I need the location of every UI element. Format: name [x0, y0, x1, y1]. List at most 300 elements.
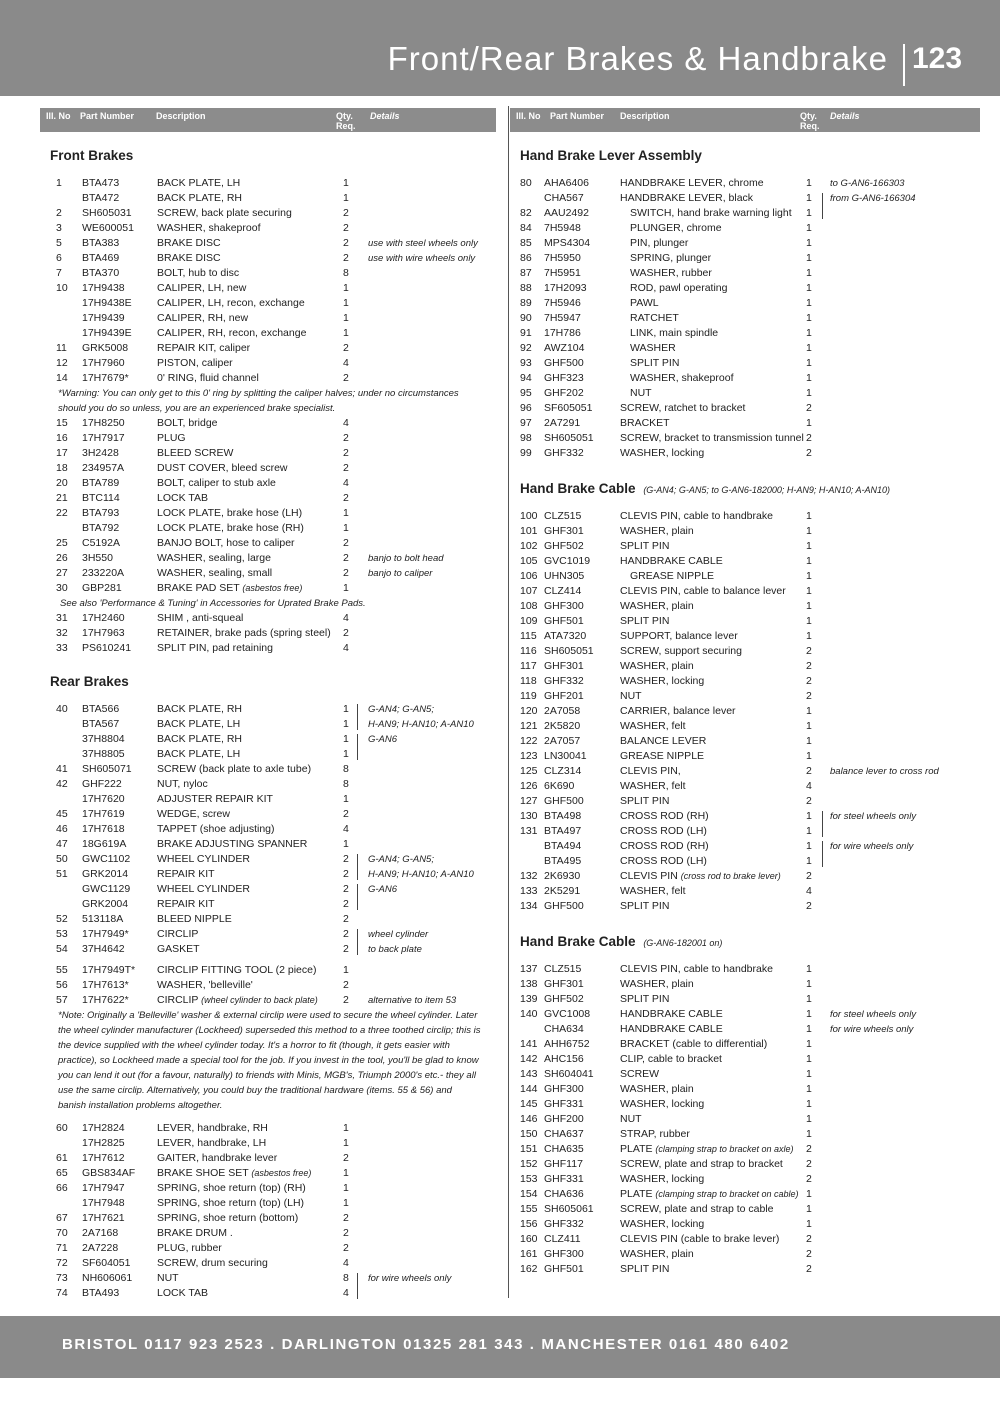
part-number: CHA634	[544, 1023, 584, 1035]
part-number: 2K5820	[544, 720, 581, 732]
table-row	[510, 977, 980, 992]
quantity: 1	[806, 372, 812, 384]
description: CROSS ROD (LH)	[620, 825, 707, 837]
description: BOLT, hub to disc	[157, 267, 240, 279]
table-row	[40, 356, 496, 371]
item-number: 115	[520, 630, 537, 642]
description: SCREW, plate and strap to bracket	[620, 1158, 783, 1170]
header-details: Details	[830, 111, 860, 121]
description: BRAKE SHOE SET	[157, 1167, 249, 1179]
item-number: 41	[56, 763, 68, 775]
part-number: C5192A	[82, 537, 120, 549]
quantity: 2	[343, 462, 349, 474]
quantity: 1	[806, 237, 812, 249]
description: PIN, plunger	[630, 237, 689, 249]
part-number: 17H2825	[82, 1137, 125, 1149]
item-number: 154	[520, 1188, 538, 1200]
description: LOCK PLATE, brake hose (LH)	[157, 507, 303, 519]
part-number: 37H8805	[82, 748, 125, 760]
quantity: 2	[806, 1263, 812, 1275]
header-ill: Ill. No	[46, 111, 71, 121]
item-number: 31	[56, 612, 68, 624]
section-title-hand-brake-cable	[520, 481, 980, 496]
item-number: 57	[56, 994, 68, 1006]
details: wheel cylinder	[368, 929, 429, 940]
part-number: 2A7291	[544, 417, 581, 429]
item-number: 118	[520, 675, 537, 687]
quantity: 1	[343, 507, 349, 519]
quantity: 8	[343, 778, 349, 790]
rear-brakes-list	[40, 702, 496, 957]
quantity: 2	[343, 222, 349, 234]
quantity: 8	[343, 1272, 349, 1284]
details: from G-AN6-166304	[830, 193, 916, 204]
table-row	[40, 536, 496, 551]
description-note: (wheel cylinder to back plate)	[201, 995, 318, 1005]
table-row	[510, 854, 980, 869]
description: SCREW, ratchet to bracket	[620, 402, 746, 414]
item-number: 82	[520, 207, 532, 219]
part-number: 17H2093	[544, 282, 587, 294]
description: GREASE NIPPLE	[630, 570, 715, 582]
part-number: 234957A	[82, 462, 125, 474]
table-row	[40, 912, 496, 927]
table-row	[510, 1127, 980, 1142]
table-row	[510, 371, 980, 386]
part-number: 2A7058	[544, 705, 581, 717]
description: WASHER, plain	[620, 525, 694, 537]
quantity: 1	[343, 297, 349, 309]
details: G-AN6	[368, 884, 398, 895]
header-part-number: Part Number	[550, 111, 605, 121]
group-bracket	[818, 811, 823, 837]
details: H-AN9; H-AN10; A-AN10	[368, 869, 474, 880]
description: BRACKET (cable to differential)	[620, 1038, 768, 1050]
item-number: 52	[56, 913, 68, 925]
group-bracket	[818, 193, 823, 219]
table-row	[40, 762, 496, 777]
part-number: GHF201	[544, 690, 584, 702]
item-number: 5	[56, 237, 62, 249]
page-footer	[0, 1316, 1000, 1378]
item-number: 138	[520, 978, 538, 990]
description: CIRCLIP FITTING TOOL (2 piece)	[157, 964, 317, 976]
quantity: 1	[343, 748, 349, 760]
table-row	[40, 867, 496, 882]
part-number: 17H7621	[82, 1212, 125, 1224]
quantity: 1	[806, 1188, 812, 1200]
item-number: 132	[520, 870, 538, 882]
description: WASHER, locking	[620, 447, 705, 459]
quantity: 1	[806, 585, 812, 597]
item-number: 84	[520, 222, 532, 234]
description: BRAKE ADJUSTING SPANNER	[157, 838, 308, 850]
quantity: 1	[806, 267, 812, 279]
description: SCREW, support securing	[620, 645, 742, 657]
item-number: 88	[520, 282, 532, 294]
part-number: 7H5947	[544, 312, 581, 324]
part-number: PS610241	[82, 642, 132, 654]
description: BACK PLATE, LH	[157, 177, 241, 189]
description: REPAIR KIT	[157, 898, 215, 910]
description-note: (asbestos free)	[242, 583, 303, 593]
table-row	[40, 476, 496, 491]
item-number: 120	[520, 705, 538, 717]
quantity: 1	[806, 207, 812, 219]
part-number: 17H7619	[82, 808, 125, 820]
quantity: 1	[806, 963, 812, 975]
part-number: GHF323	[544, 372, 584, 384]
description: WASHER, locking	[620, 1173, 705, 1185]
item-number: 18	[56, 462, 68, 474]
description: WASHER, plain	[620, 600, 694, 612]
description: WASHER, plain	[620, 1083, 694, 1095]
item-number: 134	[520, 900, 538, 912]
table-row	[510, 1097, 980, 1112]
description: CLEVIS PIN,	[620, 765, 681, 777]
quantity: 4	[343, 612, 349, 624]
quantity: 1	[343, 1137, 349, 1149]
description-note: (clamping strap to bracket on axle)	[655, 1144, 794, 1154]
item-number: 73	[56, 1272, 68, 1284]
part-number: GHF301	[544, 978, 584, 990]
item-number: 86	[520, 252, 532, 264]
item-number: 151	[520, 1143, 538, 1155]
description: WASHER, locking	[620, 675, 705, 687]
description: LINK, main spindle	[630, 327, 719, 339]
table-row	[510, 629, 980, 644]
item-number: 100	[520, 510, 538, 522]
part-number: 2A7057	[544, 735, 581, 747]
part-number: 17H9438	[82, 282, 125, 294]
quantity: 4	[343, 1287, 349, 1299]
part-number: 17H7679*	[82, 372, 129, 384]
part-number: 17H7949T*	[82, 964, 136, 976]
table-row	[40, 717, 496, 732]
quantity: 2	[806, 645, 812, 657]
quantity: 2	[343, 252, 349, 264]
quantity: 1	[806, 525, 812, 537]
item-number: 130	[520, 810, 538, 822]
description: SCREW, back plate securing	[157, 207, 292, 219]
quantity: 1	[343, 582, 349, 594]
item-number: 60	[56, 1122, 68, 1134]
quantity: 1	[806, 735, 812, 747]
table-row	[510, 191, 980, 206]
description: SPRING, plunger	[630, 252, 712, 264]
item-number: 144	[520, 1083, 538, 1095]
item-number: 14	[56, 372, 68, 384]
quantity: 1	[343, 282, 349, 294]
item-number: 140	[520, 1008, 538, 1020]
part-number: GBP281	[82, 582, 122, 594]
details: for wire wheels only	[830, 841, 914, 852]
quantity: 2	[343, 928, 349, 940]
header-description: Description	[156, 111, 206, 121]
item-number: 133	[520, 885, 538, 897]
quantity: 1	[806, 342, 812, 354]
part-number: CLZ515	[544, 510, 582, 522]
item-number: 27	[56, 567, 68, 579]
part-number: 17H7949*	[82, 928, 129, 940]
table-row	[40, 416, 496, 431]
part-number: BTA789	[82, 477, 120, 489]
description: WASHER, plain	[620, 978, 694, 990]
description: NUT	[630, 387, 652, 399]
item-number: 1	[56, 177, 62, 189]
table-row	[40, 777, 496, 792]
item-number: 152	[520, 1158, 538, 1170]
part-number: BTA497	[544, 825, 582, 837]
description: STRAP, rubber	[620, 1128, 690, 1140]
column-divider	[508, 106, 509, 1298]
table-row	[510, 1202, 980, 1217]
quantity: 2	[806, 690, 812, 702]
part-number: CLZ411	[544, 1233, 581, 1245]
item-number: 20	[56, 477, 68, 489]
item-number: 125	[520, 765, 538, 777]
description: BRAKE PAD SET	[157, 582, 240, 594]
table-row	[510, 509, 980, 524]
table-row	[510, 266, 980, 281]
quantity: 2	[806, 1248, 812, 1260]
details: use with wire wheels only	[368, 253, 476, 264]
part-number: GRK2004	[82, 898, 129, 910]
item-number: 45	[56, 808, 68, 820]
description: BLEED SCREW	[157, 447, 234, 459]
part-number: 37H8804	[82, 733, 125, 745]
part-number: GHF301	[544, 660, 584, 672]
front-brakes-list-2	[40, 416, 496, 596]
table-row	[40, 1151, 496, 1166]
part-number: CHA635	[544, 1143, 584, 1155]
description-cell	[157, 1166, 311, 1181]
quantity: 1	[806, 510, 812, 522]
part-number: 18G619A	[82, 838, 127, 850]
description-note: (asbestos free)	[251, 1168, 312, 1178]
description: NUT	[620, 1113, 642, 1125]
description: BLEED NIPPLE	[157, 913, 232, 925]
description: BALANCE LEVER	[620, 735, 707, 747]
description: BRAKE DISC	[157, 252, 221, 264]
item-number: 16	[56, 432, 68, 444]
part-number: GHF500	[544, 900, 584, 912]
quantity: 1	[806, 1038, 812, 1050]
quantity: 1	[806, 357, 812, 369]
table-row	[40, 176, 496, 191]
table-row	[40, 341, 496, 356]
section-title-hand-brake-cable-late	[520, 934, 980, 949]
details: H-AN9; H-AN10; A-AN10	[368, 719, 474, 730]
details: to G-AN6-166303	[830, 178, 905, 189]
table-row	[40, 581, 496, 596]
part-number: BTA495	[544, 855, 582, 867]
description: CLIP, cable to bracket	[620, 1053, 722, 1065]
description: SCREW (back plate to axle tube)	[157, 763, 312, 775]
item-number: 106	[520, 570, 538, 582]
description: SHIM , anti-squeal	[157, 612, 244, 624]
quantity: 2	[343, 979, 349, 991]
description: BACK PLATE, RH	[157, 733, 242, 745]
table-row	[40, 897, 496, 912]
table-row	[40, 1256, 496, 1271]
table-row	[40, 611, 496, 626]
part-number: BTA493	[82, 1287, 120, 1299]
part-number: SH605031	[82, 207, 132, 219]
part-number: GHF200	[544, 1113, 584, 1125]
part-number: CLZ414	[544, 585, 582, 597]
part-number: BTA566	[82, 703, 120, 715]
part-number: CHA637	[544, 1128, 584, 1140]
quantity: 2	[343, 627, 349, 639]
item-number: 6	[56, 252, 62, 264]
part-number: AHC156	[544, 1053, 584, 1065]
description: CROSS ROD (RH)	[620, 840, 709, 852]
table-row	[510, 281, 980, 296]
description: LEVER, handbrake, LH	[157, 1137, 267, 1149]
part-number: GWC1102	[82, 853, 131, 865]
table-row	[510, 1187, 980, 1202]
part-number: BTA472	[82, 192, 120, 204]
part-number: GHF300	[544, 600, 584, 612]
table-row	[40, 822, 496, 837]
table-row	[510, 251, 980, 266]
quantity: 1	[806, 720, 812, 732]
details: G-AN4; G-AN5;	[368, 854, 434, 865]
details: for steel wheels only	[830, 1009, 917, 1020]
header-qty: Qty. Req.	[800, 111, 820, 131]
description: GAITER, handbrake lever	[157, 1152, 278, 1164]
item-number: 2	[56, 207, 62, 219]
table-row	[510, 569, 980, 584]
quantity: 2	[343, 372, 349, 384]
part-number: BTA498	[544, 810, 582, 822]
table-row	[510, 176, 980, 191]
description: WHEEL CYLINDER	[157, 883, 250, 895]
part-number: BTA473	[82, 177, 120, 189]
item-number: 26	[56, 552, 68, 564]
hand-brake-cable-title: Hand Brake Cable	[520, 481, 636, 496]
quantity: 1	[806, 993, 812, 1005]
table-row	[510, 674, 980, 689]
item-number: 12	[56, 357, 68, 369]
description: CLEVIS PIN, cable to balance lever	[620, 585, 786, 597]
header-divider	[903, 44, 905, 86]
table-row	[40, 206, 496, 221]
quantity: 2	[343, 432, 349, 444]
description: WHEEL CYLINDER	[157, 853, 250, 865]
part-number: SH605051	[544, 432, 594, 444]
table-row	[40, 566, 496, 581]
header-part-number: Part Number	[80, 111, 135, 121]
quantity: 4	[343, 357, 349, 369]
group-bracket	[353, 884, 358, 910]
group-bracket	[353, 734, 358, 760]
part-number: GHF222	[82, 778, 122, 790]
description: RETAINER, brake pads (spring steel)	[157, 627, 331, 639]
table-row	[40, 792, 496, 807]
description: WASHER, felt	[620, 720, 686, 732]
description: BACK PLATE, LH	[157, 718, 241, 730]
part-number: ATA7320	[544, 630, 587, 642]
details: banjo to caliper	[368, 568, 433, 579]
table-row	[40, 963, 496, 978]
part-number: 7H5950	[544, 252, 581, 264]
quantity: 1	[806, 1113, 812, 1125]
item-number: 161	[520, 1248, 538, 1260]
description: WEDGE, screw	[157, 808, 230, 820]
item-number: 21	[56, 492, 68, 504]
header-ill: Ill. No	[516, 111, 541, 121]
part-number: GHF332	[544, 1218, 584, 1230]
page-number: 123	[912, 42, 963, 75]
item-number: 30	[56, 582, 68, 594]
table-row	[40, 1241, 496, 1256]
item-number: 150	[520, 1128, 538, 1140]
footer-contact-numbers: BRISTOL 0117 923 2523 . DARLINGTON 01325 281 343 . MANCHESTER 0161 480 6402	[62, 1336, 790, 1353]
description: WASHER, plain	[620, 1248, 694, 1260]
description: WASHER, shakeproof	[157, 222, 261, 234]
table-row	[510, 599, 980, 614]
description: CROSS ROD (RH)	[620, 810, 709, 822]
table-row	[40, 1286, 496, 1301]
part-number: LN30041	[544, 750, 587, 762]
part-number: GHF300	[544, 1248, 584, 1260]
table-row	[510, 779, 980, 794]
quantity: 2	[806, 675, 812, 687]
item-number: 162	[520, 1263, 538, 1275]
table-row	[510, 1157, 980, 1172]
front-brakes-list-3	[40, 611, 496, 656]
item-number: 70	[56, 1227, 68, 1239]
description-cell	[620, 1187, 798, 1202]
description-note: (clamping strap to bracket on cable)	[655, 1189, 799, 1199]
description: SPLIT PIN	[620, 1263, 670, 1275]
table-row	[510, 659, 980, 674]
table-row	[40, 747, 496, 762]
quantity: 1	[806, 630, 812, 642]
description: SWITCH, hand brake warning light	[630, 207, 792, 219]
description: NUT	[157, 1272, 179, 1284]
quantity: 1	[343, 964, 349, 976]
quantity: 2	[343, 1242, 349, 1254]
part-number: 233220A	[82, 567, 125, 579]
rear-brakes-circlip-note: *Note: Originally a 'Belleville' washer & external circlip were used to secure the wheel cylinder. Later the wheel cylinder manufacturer (Lockheed) superseded this method to a three toothed circlip; this is the device supplied with the wheel cylinder today. It's a horror to fit (though, it gets easier with practice), so Lockheed made a special tool for the job. If you invest in the tool, you'll be glad to know you can lend it out (for a favour, naturally) to friends with Minis, MGB's, Triumph 2000's etc.- they all use the same circlip. Alternatively, you could buy the traditional hardware (items. 55 & 56) and banish installation problems altogether.	[58, 1010, 481, 1111]
description: HANDBRAKE CABLE	[620, 1008, 723, 1020]
group-bracket	[818, 841, 823, 867]
table-row	[40, 431, 496, 446]
part-number: BTC114	[82, 492, 120, 504]
item-number: 89	[520, 297, 532, 309]
description-cell	[620, 1142, 793, 1157]
description: WASHER, plain	[620, 660, 694, 672]
item-number: 53	[56, 928, 68, 940]
part-number: SH605051	[544, 645, 594, 657]
description: REPAIR KIT, caliper	[157, 342, 251, 354]
quantity: 8	[343, 763, 349, 775]
table-row	[510, 764, 980, 779]
quantity: 2	[343, 853, 349, 865]
item-number: 55	[56, 964, 68, 976]
description: BANJO BOLT, hose to caliper	[157, 537, 295, 549]
table-row	[40, 1166, 496, 1181]
table-row	[510, 1262, 980, 1277]
part-number: 7H5951	[544, 267, 581, 279]
description-note: (cross rod to brake lever)	[680, 871, 781, 881]
quantity: 1	[806, 177, 812, 189]
item-number: 108	[520, 600, 538, 612]
quantity: 1	[343, 522, 349, 534]
